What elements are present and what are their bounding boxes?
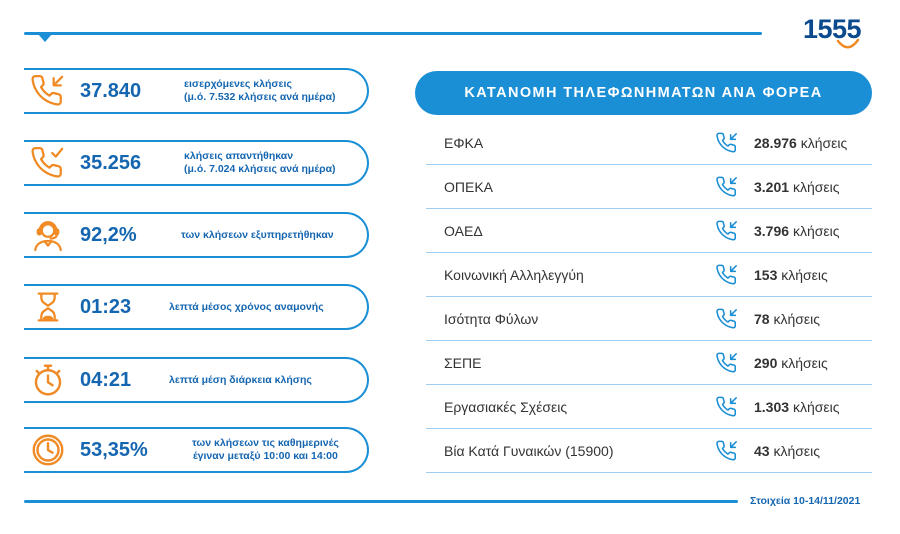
call-count-unit: κλήσεις xyxy=(792,179,840,195)
stat-value: 04:21 xyxy=(80,369,132,391)
stat-incoming-calls xyxy=(24,68,369,114)
agency-name: ΕΦΚΑ xyxy=(444,135,484,151)
incoming-call-icon xyxy=(716,264,738,286)
call-count-value: 3.201 xyxy=(754,179,790,195)
call-count-value: 1.303 xyxy=(754,399,790,415)
stopwatch-icon xyxy=(28,359,68,401)
stat-value: 92,2% xyxy=(80,224,137,246)
agency-name: Εργασιακές Σχέσεις xyxy=(444,399,568,415)
call-count xyxy=(754,341,828,385)
call-count-unit: κλήσεις xyxy=(792,399,840,415)
stat-value: 01:23 xyxy=(80,296,132,318)
stat-peak-hours xyxy=(24,427,369,473)
call-count-unit: κλήσεις xyxy=(773,311,820,327)
incoming-call-icon xyxy=(716,308,738,330)
incoming-call-icon xyxy=(716,352,738,374)
incoming-call-icon xyxy=(716,176,738,198)
incoming-call-icon xyxy=(716,220,738,242)
incoming-call-icon xyxy=(716,440,738,462)
call-count-unit: κλήσεις xyxy=(792,223,840,239)
incoming-call-icon xyxy=(28,70,68,112)
call-count xyxy=(754,253,828,297)
call-count xyxy=(754,121,847,165)
bottom-divider xyxy=(24,500,738,503)
call-count-value: 153 xyxy=(754,267,778,283)
top-divider xyxy=(24,32,762,35)
call-count-value: 3.796 xyxy=(754,223,790,239)
stat-waiting-time xyxy=(24,284,369,330)
table-row xyxy=(426,297,872,341)
agency-name: Βία Κατά Γυναικών (15900) xyxy=(444,443,614,459)
call-count-value: 290 xyxy=(754,355,778,371)
logo-arc xyxy=(836,38,860,52)
stat-desc-line2: (μ.ό. 7.024 κλήσεις ανά ημέρα) xyxy=(184,163,336,175)
call-count xyxy=(754,429,820,473)
stat-description xyxy=(184,142,336,184)
logo-1555: 1555 xyxy=(803,14,862,44)
stat-description xyxy=(192,429,339,471)
stat-value: 37.840 xyxy=(80,80,142,102)
call-count xyxy=(754,165,839,209)
call-count-unit: κλήσεις xyxy=(800,135,848,151)
call-count xyxy=(754,385,839,429)
stat-desc-line2: έγιναν μεταξύ 10:00 και 14:00 xyxy=(192,450,338,462)
clock-icon xyxy=(28,429,68,471)
agency-name: ΟΑΕΔ xyxy=(444,223,483,239)
table-row xyxy=(426,165,872,209)
call-count xyxy=(754,297,820,341)
distribution-title: ΚΑΤΑΝΟΜΗ ΤΗΛΕΦΩΝΗΜΑΤΩΝ ΑΝΑ ΦΟΡΕΑ xyxy=(415,71,872,115)
stat-desc-line1: εισερχόμενες κλήσεις xyxy=(184,78,292,90)
incoming-call-icon xyxy=(716,132,738,154)
agency-name: ΟΠΕΚΑ xyxy=(444,179,494,195)
stat-description xyxy=(169,286,324,328)
stat-value: 53,35% xyxy=(80,439,148,461)
agency-name: ΣΕΠΕ xyxy=(444,355,482,371)
table-row xyxy=(426,121,872,165)
stat-call-duration xyxy=(24,357,369,403)
stat-value: 35.256 xyxy=(80,152,142,174)
stat-description xyxy=(181,214,334,256)
call-count-unit: κλήσεις xyxy=(781,267,828,283)
call-count-value: 78 xyxy=(754,311,770,327)
stat-desc-line2: (μ.ό. 7.532 κλήσεις ανά ημέρα) xyxy=(184,91,336,103)
table-row xyxy=(426,209,872,253)
incoming-call-icon xyxy=(716,396,738,418)
table-row xyxy=(426,429,872,473)
footer-date-note: Στοιχεία 10-14/11/2021 xyxy=(750,495,861,507)
agency-name: Ισότητα Φύλων xyxy=(444,311,539,327)
table-row xyxy=(426,341,872,385)
agency-name: Κοινωνική Αλληλεγγύη xyxy=(444,267,584,283)
call-count-unit: κλήσεις xyxy=(781,355,828,371)
hourglass-icon xyxy=(28,286,68,328)
stat-description xyxy=(184,70,336,112)
stat-desc-line1: λεπτά μέση διάρκεια κλήσης xyxy=(169,373,312,386)
call-count xyxy=(754,209,839,253)
stat-desc-line1: των κλήσεων εξυπηρετήθηκαν xyxy=(181,228,334,241)
stat-desc-line1: λεπτά μέσος χρόνος αναμονής xyxy=(169,300,324,313)
stat-description xyxy=(169,359,312,401)
agent-headset-icon xyxy=(28,214,68,256)
call-count-value: 28.976 xyxy=(754,135,797,151)
stat-desc-line1: των κλήσεων τις καθημερινές xyxy=(192,437,339,449)
call-count-unit: κλήσεις xyxy=(773,443,820,459)
table-row xyxy=(426,253,872,297)
stat-answered-calls xyxy=(24,140,369,186)
stat-desc-line1: κλήσεις απαντήθηκαν xyxy=(184,150,294,162)
answered-call-icon xyxy=(28,142,68,184)
top-divider-notch xyxy=(38,34,52,42)
stat-served-calls xyxy=(24,212,369,258)
call-count-value: 43 xyxy=(754,443,770,459)
table-row xyxy=(426,385,872,429)
